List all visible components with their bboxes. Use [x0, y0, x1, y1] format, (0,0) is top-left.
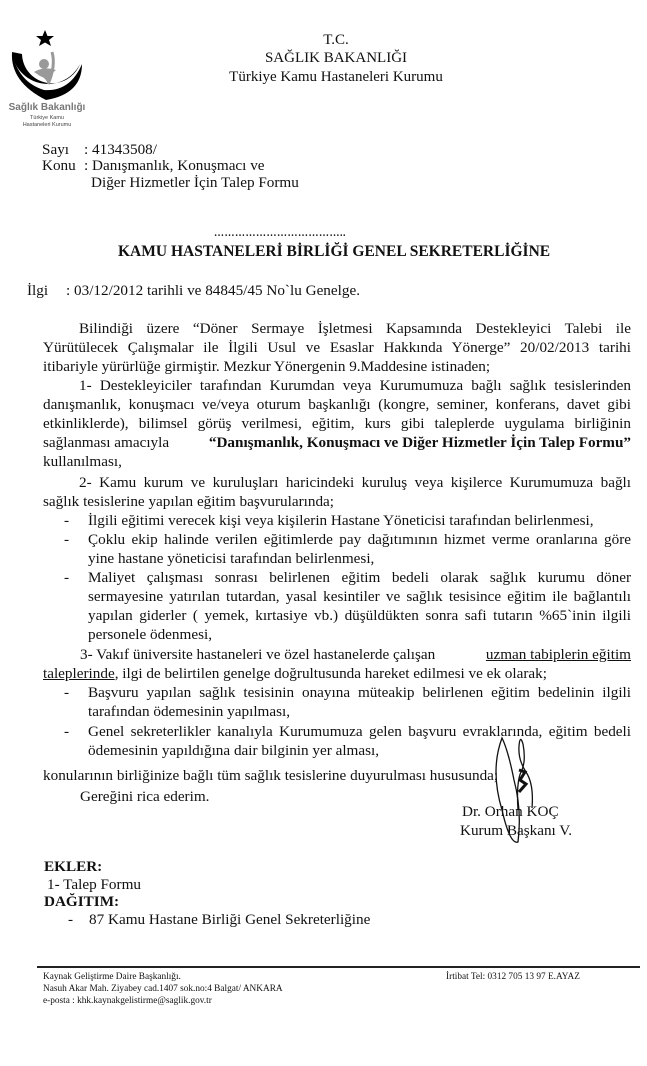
ministry-logo — [0, 22, 95, 137]
konu-value-2: Diğer Hizmetler İçin Talep Formu — [91, 174, 299, 191]
bullet2-1-line-1: İlgili eğitimi verecek kişi veya kişilerin Hastane Yöneticisi tarafından belirlenmesi, — [88, 512, 594, 529]
body-p1-line-1: Bilindiği üzere “Döner Sermaye İşletmesi Kapsamında Destekleyici Talebi ile — [79, 320, 631, 337]
bullet-dash: - — [68, 911, 74, 928]
ilgi-value: : 03/12/2012 tarihli ve 84845/45 No`lu Genelge. — [66, 282, 360, 299]
logo-sub-1: Türkiye Kamu — [30, 115, 64, 121]
ilgi-label: İlgi — [27, 282, 49, 299]
item1-line-3: etkinliklerde), bilimsel görüş verilmesi, eğitim, kurs gibi taleplerde uygulama birliğinin — [43, 415, 631, 432]
item3-underlined-1: uzman tabiplerin eğitim — [485, 646, 631, 663]
body-p1-line-3: itibariyle yürürlüğe girmiştir. Mezkur Yönergenin 9.Maddesine istinaden; — [43, 358, 491, 375]
recipient-title: KAMU HASTANELERİ BİRLİĞİ GENEL SEKRETERLİĞİNE — [118, 243, 551, 260]
bullet-dash: - — [64, 512, 70, 529]
bullet-dash: - — [64, 684, 70, 701]
bullet2-3-line-2: sermayesine yatırılan tutardan, yasal kesintiler ve sağlık tesisince eğitim ile bağlantılı — [88, 588, 631, 605]
form-name-bold: “Danışmanlık, Konuşmacı ve Diğer Hizmetler İçin Talep Formu” — [208, 434, 631, 451]
footer-department: Kaynak Geliştirme Daire Başkanlığı. — [43, 972, 181, 982]
header-institution: Türkiye Kamu Hastaneleri Kurumu — [229, 69, 443, 85]
item3-line-2 — [43, 665, 547, 683]
sayi-label: Sayı — [42, 141, 70, 158]
item2-line-1: 2- Kamu kurum ve kuruluşları haricindeki kuruluş veya kişilerce Kurumumuza bağlı — [79, 474, 631, 491]
item1-line-1: 1- Destekleyiciler tarafından Kurumdan veya Kurumumuza bağlı sağlık tesislerinden — [79, 377, 631, 394]
bullet-dash: - — [64, 723, 70, 740]
item3-text: 3- Vakıf üniversite hastaneleri ve özel hastanelerde çalışan — [80, 646, 436, 663]
ekler-label: EKLER: — [44, 858, 103, 875]
item3-underlined-2: taleplerinde — [43, 665, 115, 682]
signatory-name: Dr. Orhan KOÇ — [462, 803, 559, 820]
item1-line-4-text: sağlanması amacıyla — [43, 434, 170, 451]
footer-rule — [37, 966, 640, 968]
bullet2-3-line-1: Maliyet çalışması sonrası belirlenen eğitim bedeli olarak sağlık kurumu döner — [88, 569, 631, 586]
signatory-title: Kurum Başkanı V. — [460, 822, 573, 839]
bullet2-3-line-3: yapılan giderler ( yemek, kırtasiye vb.) düşüldükten sonra safi tutarın %65`inin ilgili — [88, 607, 631, 624]
request-line: Gereğini rica ederim. — [80, 788, 210, 805]
logo-sub-2: Hastaneleri Kurumu — [22, 122, 72, 128]
footer-contact: İrtibat Tel: 0312 705 13 97 E.AYAZ — [446, 972, 580, 982]
logo-name: Sağlık Bakanlığı — [8, 102, 86, 113]
bullet-dash: - — [64, 569, 70, 586]
item1-line-5: kullanılması, — [43, 453, 122, 470]
footer-email: e-posta : khk.kaynakgelistirme@saglik.gov.tr — [43, 996, 212, 1006]
item1-line-4 — [43, 434, 631, 452]
item3-line-1 — [80, 646, 631, 664]
bullet3-1-line-1: Başvuru yapılan sağlık tesisinin onayına müteakip belirlenen eğitim bedelinin ilgili — [88, 684, 631, 701]
bullet2-3-line-4: personele ödenmesi, — [88, 626, 212, 643]
konu-label: Konu — [42, 157, 76, 174]
crescent-star-figure-icon — [0, 22, 95, 107]
dagitim-item: 87 Kamu Hastane Birliği Genel Sekreterliğine — [89, 911, 371, 928]
bullet2-2-line-2: yine hastane yöneticisi tarafından belirlenmesi, — [88, 550, 375, 567]
bullet3-2-line-2: ödemesinin yapıldığına dair bilginin yer alması, — [88, 742, 380, 759]
sayi-value: : 41343508/ — [84, 141, 157, 158]
bullet2-2-line-1: Çoklu ekip halinde verilen eğitimlerde pay dağıtımının hizmet verme oranlarına göre — [88, 531, 631, 548]
header-tc: T.C. — [323, 32, 349, 48]
bullet3-2-line-1: Genel sekreterlikler kanalıyla Kurumumuza gelen başvuru evraklarında, eğitim bedeli — [88, 723, 631, 740]
bullet3-1-line-2: tarafından ödemesinin yapılması, — [88, 703, 291, 720]
dagitim-label: DAĞITIM: — [44, 893, 120, 910]
ekler-item: 1- Talep Formu — [47, 876, 141, 893]
bullet-dash: - — [64, 531, 70, 548]
body-p1-line-2: Yürütülecek Çalışmalar ile İlgili Usul ve Esaslar Hakkında Yönerge” 20/02/2013 tarihi — [43, 339, 631, 356]
footer-address: Nasuh Akar Mah. Ziyabey cad.1407 sok.no:4 Balgat/ ANKARA — [43, 984, 283, 994]
header-ministry: SAĞLIK BAKANLIĞI — [264, 50, 408, 66]
item1-line-2: danışmanlık, konuşmacı ve/veya oturum başkanlığı (kongre, seminer, konferans, davet gibi — [43, 396, 631, 413]
item3-rest: , ilgi de belirtilen genelge doğrultusunda hareket edilmesi ve ek olarak; — [114, 665, 547, 682]
recipient-dots: ……………………………….. — [214, 228, 346, 239]
closing-line: konularının birliğinize bağlı tüm sağlık tesislerine duyurulması hususunda; — [43, 767, 499, 784]
item2-line-2: sağlık tesislerine yapılan eğitim başvurularında; — [43, 493, 335, 510]
konu-value-1: : Danışmanlık, Konuşmacı ve — [84, 157, 265, 174]
